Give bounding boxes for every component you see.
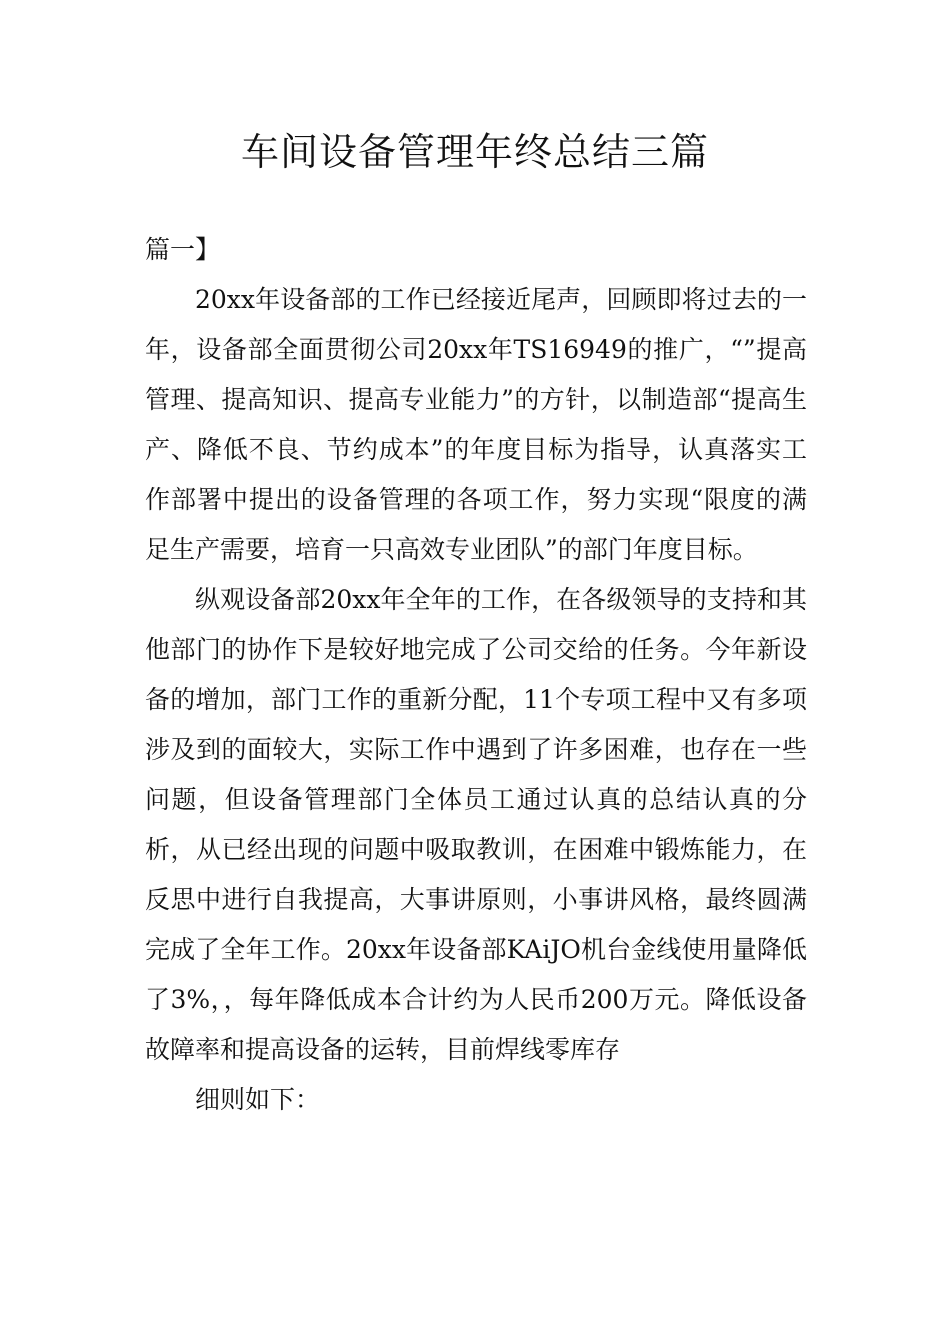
paragraph-overview: 纵观设备部20xx年全年的工作，在各级领导的支持和其他部门的协作下是较好地完成了公司交给的任务。今年新设备的增加，部门工作的重新分配，11个专项工程中又有多项涉及到的面较大，实际工作中遇到了许多困难，也存在一些问题，但设备管理部门全体员工通过认真的总结认真的分析，从已经出现的问题中吸取教训，在困难中锻炼能力，在反思中进行自我提高，大事讲原则，小事讲风格，最终圆满完成了全年工作。20xx年设备部KAiJO机台金线使用量降低了3%，，每年降低成本合计约为人民币200万元。降低设备故障率和提高设备的运转，目前焊线零库存: [145, 585, 807, 1064]
section-label: 篇一】: [145, 235, 221, 264]
document-title: 车间设备管理年终总结三篇: [240, 130, 709, 174]
paragraph-intro: 20xx年设备部的工作已经接近尾声，回顾即将过去的一年，设备部全面贯彻公司20xx年TS16949的推广，“”提高管理、提高知识、提高专业能力”的方针，以制造部“提高生产、降低不良、节约成本”的年度目标为指导，认真落实工作部署中提出的设备管理的各项工作，努力实现“限度的满足生产需要，培育一只高效专业团队”的部门年度目标。: [145, 285, 807, 564]
paragraph-details-heading: 细则如下：: [195, 1085, 321, 1114]
document-body: [145, 225, 807, 1125]
